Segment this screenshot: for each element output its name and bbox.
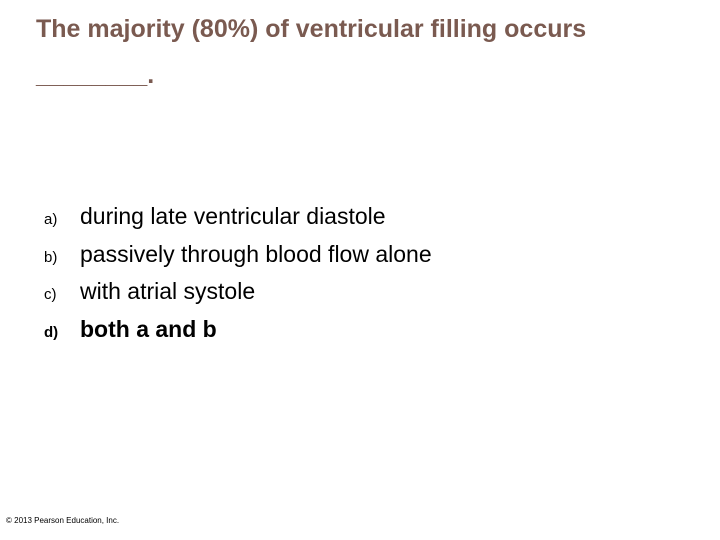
option-text: both a and b (80, 315, 217, 342)
answer-option-b (44, 236, 432, 274)
question-title-blank: ________. (36, 61, 155, 89)
option-text: during late ventricular diastole (80, 203, 386, 229)
option-text: with atrial systole (80, 278, 256, 304)
question-title-line-1: The majority (80%) of ventricular filling occurs (36, 15, 587, 43)
copyright-notice: © 2013 Pearson Education, Inc. (6, 516, 120, 525)
answer-option-d (44, 311, 432, 349)
option-text: passively through blood flow alone (80, 240, 432, 267)
option-letter: a) (44, 211, 58, 228)
answer-option-c (44, 273, 432, 311)
answer-options-list (44, 198, 432, 348)
answer-option-a (44, 198, 432, 236)
option-letter: b) (44, 248, 58, 266)
option-letter: c) (44, 286, 57, 303)
option-letter: d) (44, 323, 59, 341)
question-title (36, 6, 706, 98)
